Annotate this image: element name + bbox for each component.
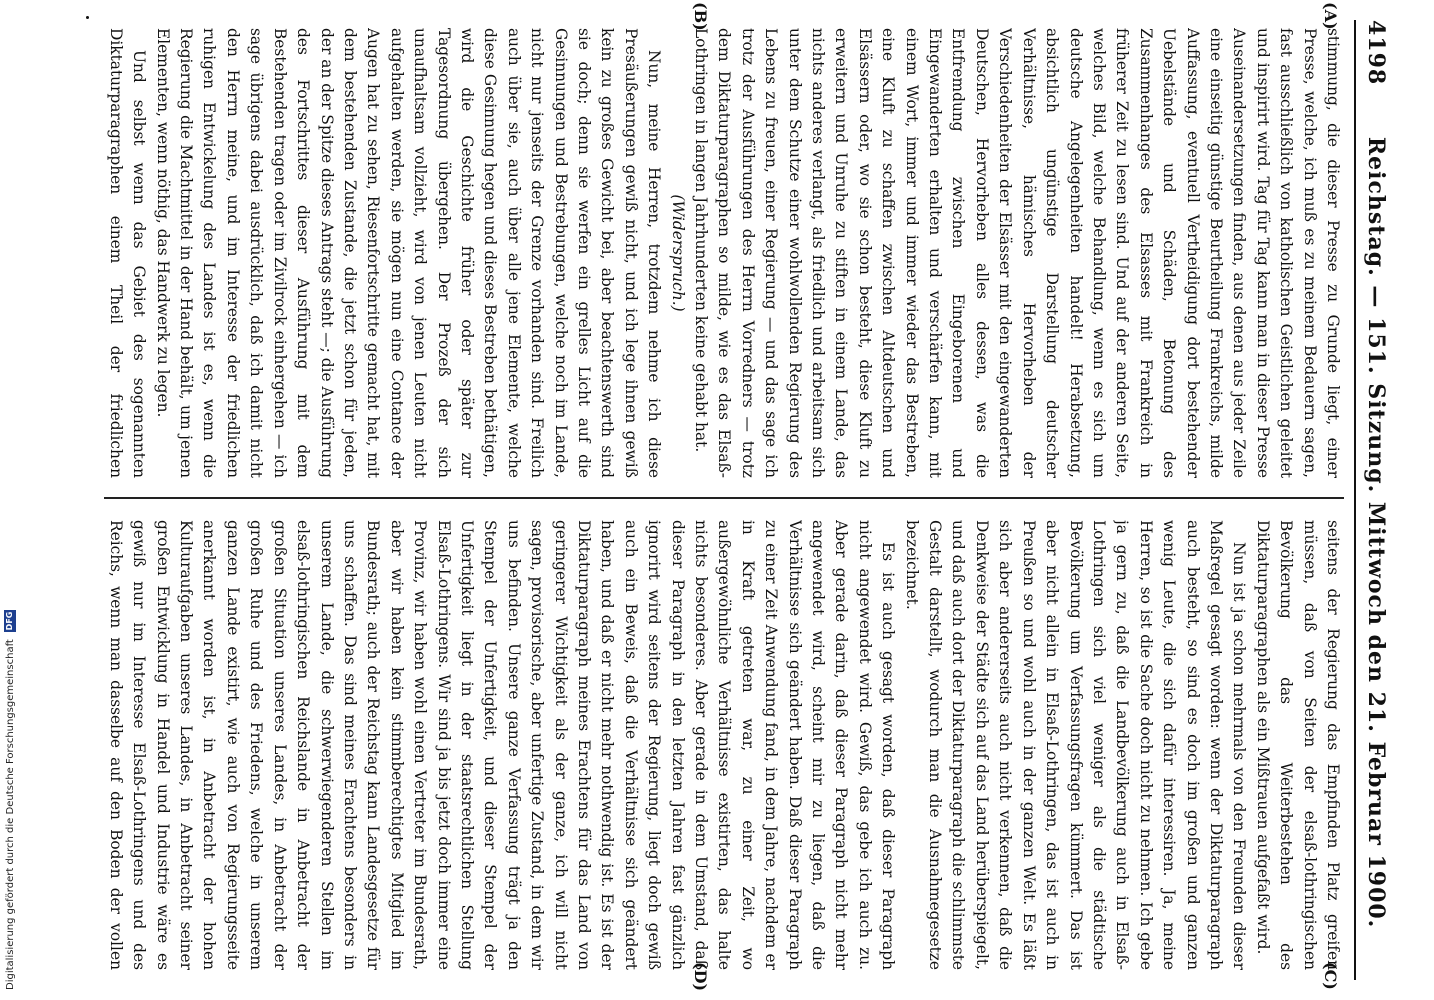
page-title: Reichstag. — 151. Sitzung. Mittwoch den 21. Februar 1900. [1363, 136, 1389, 929]
paragraph: Nun ist ja schon mehrmals von den Freunden dieser Maßregel gesagt worden: wenn der Diktaturparagraph auch besteht, so sind es doch im großen und ganzen wenig Leute, die sich dafür interessiren. Ja, meine Herren, so ist die Sache doch nicht zu nehmen. Ich gebe ja gern zu, daß die Landbevölkerung auch in Elsaß-Lothringen sich viel weniger als die städtische Bevölkerung um Verfassungsfragen kümmert. Das ist aber nicht allein in Elsaß-Lothringen, das ist auch in Preußen so und wohl auch in der ganzen Welt. Es läßt sich aber andererseits auch nicht verkennen, daß die Denkweise der Städte sich auf das Land herüberspiegelt, und daß auch dort der Diktaturparagraph die schlimmste Gestalt darstellt, wodurch man die Ausnahmegesetze bezeichnet. [902, 520, 1249, 970]
paragraph: stimmung, die dieser Presse zu Grunde liegt, einer Presse, welche, ich muß es zu meinem Bedauern sagen, fast ausschließlich von katholischen Geistlichen geleitet und inspirirt wird. Tag für Tag kann man in dieser Presse Auseinandersetzungen finden, aus denen aus jeder Zeile eine einseitig günstige Beurtheilung Frankreichs, milde Auffassung, eventuell Vertheidigung dort bestehender Uebelstände und Schäden, Betonung des Zusammenhanges des Elsasses mit Frankreich in früherer Zeit zu lesen sind. Und auf der anderen Seite, welches Bild, welche Behandlung, wenn es sich um deutsche Angelegenheiten handelt! Herabsetzung, absichtlich ungünstige Darstellung deutscher Verhältnisse, hämisches Hervorheben der Verschiedenheiten der Elsässer mit den eingewanderten Deutschen, Hervorheben alles dessen, was die Entfremdung zwischen Eingeborenen und Eingewanderten erhalten und verschärfen kann, mit einem Wort, immer und immer wieder das Bestreben, eine Kluft zu schaffen zwischen Altdeutschen und Elsässern oder, wo sie schon besteht, diese Kluft zu erweitern und Unruhe zu stiften in einem Lande, das nichts anderes verlangt, als friedlich und arbeitsam sich unter dem Schutze einer wohlwollenden Regierung des Lebens zu freuen, einer Regierung — und das sage ich trotz der Ausführungen des Herrn Vorredners — trotz dem Diktaturparagraphen so milde, wie es das Elsaß-Lothringen in langen Jahrhunderten keine gehabt hat. [692, 28, 1342, 478]
margin-marker-a: (A) [1321, 2, 1340, 30]
page-number: 4198 [1363, 20, 1389, 86]
reichstag-page [80, 0, 1400, 1000]
dfg-logo-icon: DFG [5, 611, 14, 631]
margin-marker-d: (D) [691, 962, 710, 992]
digitization-credit [4, 610, 16, 990]
page-header [1360, 20, 1392, 980]
interjection: (Widerspruch.) [668, 194, 687, 312]
credit-text: Digitalisierung gefördert durch die Deutsche Forschungsgemeinschaft [5, 639, 16, 990]
paragraph: Nun, meine Herren, trotzdem nehme ich diese Presäußerungen gewiß nicht, und ich lege ihnen gewiß kein zu großes Gewicht bei, aber beachtenswerth sind sie doch; denn sie werfen ein grelles Licht auf die Gesinnungen und Bestrebungen, welche noch im Lande, nicht nur jenseits der Grenze vorhanden sind. Freilich auch über sie, auch über alle jene Elemente, welche diese Gesinnung hegen und dieses Bestreben bethätigen, wird die Geschichte früher oder später zur Tagesordnung übergehen. Der Prozeß der sich unaufhaltsam vollzieht, wird von jenen Leuten nicht aufgehalten werden, sie mögen nun eine Contance der Augen hat zu sehen, Riesenfortschritte gemacht hat, mit dem bestehenden Zustande, die jetzt schon für jeden, der an der Spitze dieses Antrags steht —; die Ausführung des Fortschrittes dieser Ausführung mit dem Bestehenden tragen oder im Zivilrock einhergehen — ich sage übrigens dabei ausdrücklich, daß ich damit nicht den Herrn meine, und im Interesse der friedlichen ruhigen Entwickelung des Landes ist es, wenn die Regierung die Machtmittel in der Hand behält, um jenen Elementen, wenn nöthig, das Handwerk zu legen. [153, 28, 664, 478]
margin-marker-b: (B) [691, 2, 710, 31]
column-divider [104, 497, 1344, 499]
header-rule [1354, 20, 1356, 980]
paragraph: seitens der Regierung das Empfinden Platz greifen müssen, daß von Seiten der elsaß-lothringischen Bevölkerung das Weiterbestehen des Diktaturparagraphen als ein Mißtrauen aufgefaßt wird. [1253, 520, 1342, 970]
margin-marker-c: (C) [1321, 962, 1340, 990]
paragraph: Und selbst wenn das Gebiet des sogenannten Diktaturparagraphen einem Theil der friedlichen [106, 28, 149, 478]
left-column [104, 28, 1344, 478]
right-column [104, 520, 1344, 970]
paragraph: Es ist auch gesagt worden, daß dieser Paragraph nicht angewendet wird. Gewiß, das gebe ich auch zu. Aber gerade darin, daß dieser Paragraph nicht mehr angewendet wird, scheint mir zu liegen, daß die Verhältnisse sich geändert haben. Daß dieser Paragraph zu einer Zeit Anwendung fand, in dem Jahre, nachdem er in Kraft getreten war, zu einer Zeit, wo außergewöhnliche Verhältnisse existirten, das halte nichts besonderes. Aber gerade in dem Umstand, daß dieser Paragraph in den letzten Jahren fast gänzlich ignorirt wird seitens der Regierung, liegt doch gewiß auch ein Beweis, daß die Verhältnisse sich geändert haben, und daß er nicht mehr nothwendig ist. Es ist der Diktaturparagraph meines Erachtens für das Land von geringerer Wichtigkeit als der ganze, ich will nicht sagen, provisorische, aber unfertige Zustand, in dem wir uns befinden. Unsere ganze Verfassung trägt ja den Stempel der Unfertigkeit, und dieser Stempel der Unfertigkeit liegt in der staatsrechtlichen Stellung Elsaß-Lothringens. Wir sind ja bis jetzt doch immer eine Provinz, wir haben wohl einen Vertreter im Bundesrath, aber wir haben kein stimmberechtigtes Mitglied im Bundesrath; auch der Reichstag kann Landesgesetze für uns schaffen. Das sind meines Erachtens besonders in unserem Lande, die schwerwiegenderen Stellen im elsaß-lothringischen Reichslande in Anbetracht der großen Situation unseres Landes, in Anbetracht der großen Ruhe und des Friedens, welche in unserem ganzen Lande existirt, wie auch von Regierungsseite anerkannt worden ist, in Anbetracht der hohen Kulturaufgaben unseres Landes, in Anbetracht seiner großen Entwicklung in Handel und Industrie wäre es gewiß nur im Interesse Elsaß-Lothringens und des Reichs, wenn man dasselbe auf den Boden der vollen [106, 520, 898, 970]
